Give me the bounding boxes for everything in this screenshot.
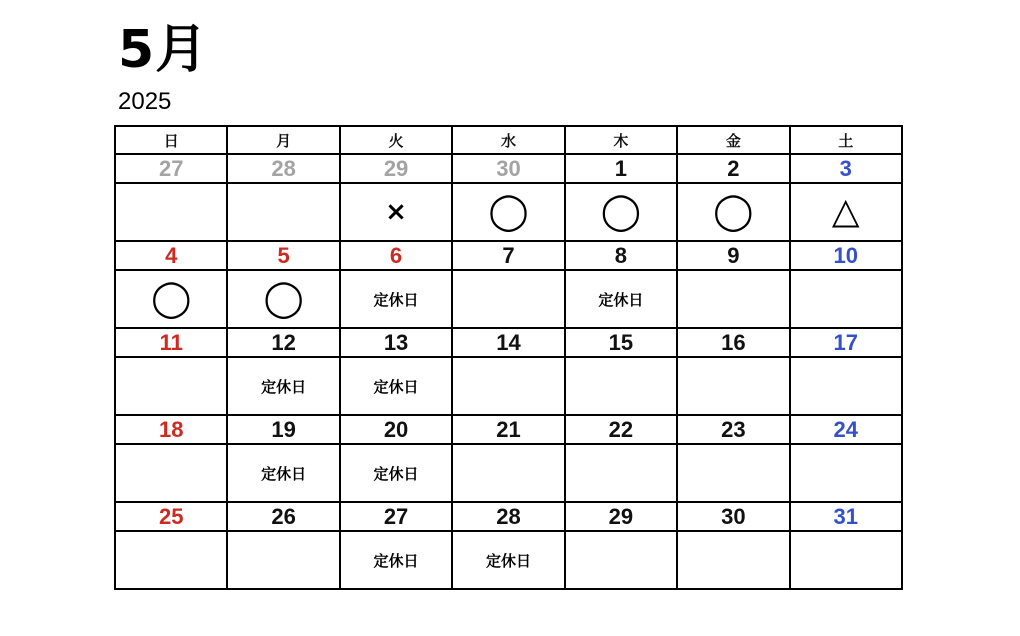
day-number: 30 <box>452 154 564 183</box>
day-status-cell <box>115 183 227 241</box>
day-status-cell <box>452 183 564 241</box>
day-number: 22 <box>565 415 677 444</box>
status-row <box>115 270 902 328</box>
year-label: 2025 <box>118 88 172 115</box>
day-number: 29 <box>340 154 452 183</box>
closed-day-label: 定休日 <box>261 464 307 483</box>
closed-day-label: 定休日 <box>485 551 531 570</box>
status-row <box>115 531 902 589</box>
day-status-cell <box>227 183 339 241</box>
day-status-cell <box>790 357 902 415</box>
status-row <box>115 444 902 502</box>
day-status-cell <box>677 531 789 589</box>
weekday-sun: 日 <box>115 126 227 154</box>
day-status-cell <box>565 357 677 415</box>
day-number: 14 <box>452 328 564 357</box>
month-title: 5月 <box>118 20 209 80</box>
day-number: 7 <box>452 241 564 270</box>
day-number: 21 <box>452 415 564 444</box>
day-status-cell <box>677 270 789 328</box>
day-status-cell <box>340 270 452 328</box>
day-status-cell <box>677 183 789 241</box>
circle-mark: ◯ <box>488 191 529 232</box>
day-status-cell <box>790 270 902 328</box>
day-number: 8 <box>565 241 677 270</box>
date-row <box>115 154 902 183</box>
day-status-cell <box>790 444 902 502</box>
day-status-cell <box>227 270 339 328</box>
day-number: 11 <box>115 328 227 357</box>
circle-mark: ◯ <box>151 278 192 319</box>
date-row <box>115 502 902 531</box>
day-number: 26 <box>227 502 339 531</box>
closed-day-label: 定休日 <box>261 377 307 396</box>
day-status-cell <box>340 444 452 502</box>
day-status-cell <box>565 444 677 502</box>
day-status-cell <box>790 183 902 241</box>
day-status-cell <box>452 270 564 328</box>
weekday-mon: 月 <box>227 126 339 154</box>
day-number: 29 <box>565 502 677 531</box>
day-status-cell <box>340 357 452 415</box>
day-status-cell <box>115 531 227 589</box>
day-number: 15 <box>565 328 677 357</box>
closed-day-label: 定休日 <box>373 464 419 483</box>
day-number: 12 <box>227 328 339 357</box>
calendar-body <box>115 154 902 589</box>
day-number: 25 <box>115 502 227 531</box>
cross-mark: × <box>385 197 407 227</box>
weekday-sat: 土 <box>790 126 902 154</box>
day-status-cell <box>115 357 227 415</box>
closed-day-label: 定休日 <box>373 551 419 570</box>
circle-mark: ◯ <box>263 278 304 319</box>
day-number: 1 <box>565 154 677 183</box>
day-status-cell <box>677 444 789 502</box>
day-number: 10 <box>790 241 902 270</box>
day-number: 3 <box>790 154 902 183</box>
day-number: 5 <box>227 241 339 270</box>
calendar-table <box>114 125 903 590</box>
status-row <box>115 357 902 415</box>
weekday-tue: 火 <box>340 126 452 154</box>
day-number: 4 <box>115 241 227 270</box>
day-status-cell <box>115 444 227 502</box>
day-status-cell <box>790 531 902 589</box>
day-status-cell <box>227 531 339 589</box>
date-row <box>115 415 902 444</box>
weekday-header-row <box>115 126 902 154</box>
day-number: 2 <box>677 154 789 183</box>
day-status-cell <box>227 444 339 502</box>
day-status-cell <box>565 183 677 241</box>
day-number: 9 <box>677 241 789 270</box>
day-status-cell <box>565 270 677 328</box>
weekday-thu: 木 <box>565 126 677 154</box>
circle-mark: ◯ <box>600 191 642 232</box>
weekday-wed: 水 <box>452 126 564 154</box>
day-number: 30 <box>677 502 789 531</box>
triangle-mark: △ <box>831 191 860 232</box>
day-number: 27 <box>115 154 227 183</box>
closed-day-label: 定休日 <box>373 290 419 309</box>
circle-mark: ◯ <box>713 191 754 232</box>
day-number: 31 <box>790 502 902 531</box>
day-number: 24 <box>790 415 902 444</box>
day-number: 28 <box>227 154 339 183</box>
date-row <box>115 241 902 270</box>
day-number: 18 <box>115 415 227 444</box>
date-row <box>115 328 902 357</box>
day-number: 16 <box>677 328 789 357</box>
weekday-fri: 金 <box>677 126 789 154</box>
day-status-cell <box>452 531 564 589</box>
day-number: 28 <box>452 502 564 531</box>
day-status-cell <box>452 444 564 502</box>
day-number: 19 <box>227 415 339 444</box>
day-status-cell <box>677 357 789 415</box>
day-number: 20 <box>340 415 452 444</box>
day-number: 27 <box>340 502 452 531</box>
day-number: 17 <box>790 328 902 357</box>
day-number: 6 <box>340 241 452 270</box>
day-status-cell <box>452 357 564 415</box>
closed-day-label: 定休日 <box>598 290 644 309</box>
day-number: 13 <box>340 328 452 357</box>
day-status-cell <box>340 183 452 241</box>
status-row <box>115 183 902 241</box>
day-number: 23 <box>677 415 789 444</box>
day-status-cell <box>340 531 452 589</box>
day-status-cell <box>565 531 677 589</box>
closed-day-label: 定休日 <box>373 377 419 396</box>
day-status-cell <box>227 357 339 415</box>
day-status-cell <box>115 270 227 328</box>
